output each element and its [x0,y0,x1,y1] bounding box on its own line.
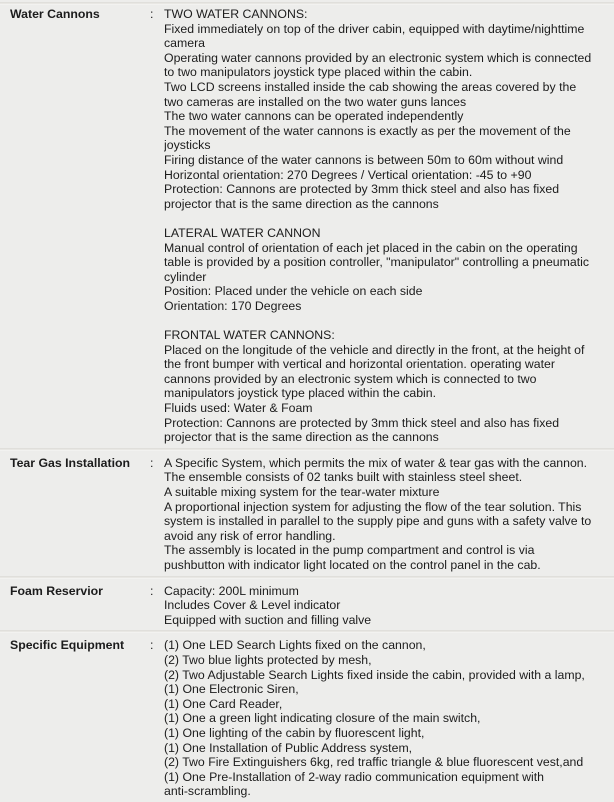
section-row-tear-gas-installation [0,451,614,576]
body-line: The ensemble consists of 02 tanks built with stainless steel sheet. [164,470,523,485]
body-line: the front bumper with vertical and horizontal orientation. operating water [164,357,555,372]
body-line: Manual control of orientation of each jet placed in the cabin on the operating [164,240,578,255]
body-line: Equipped with suction and filling valve [164,612,372,627]
blank-line [164,313,614,328]
body-line: (1) One Installation of Public Address system, [164,740,413,755]
body-line: Fixed immediately on top of the driver cabin, equipped with daytime/nighttime [164,21,585,36]
section-body [164,7,614,445]
body-line: (2) Two blue lights protected by mesh, [164,652,372,667]
body-line: (1) One Card Reader, [164,696,283,711]
body-line: Protection: Cannons are protected by 3mm thick steel and also has fixed [164,415,560,430]
body-line: projector that is the same direction as the cannons [164,196,439,211]
body-line: cylinder [164,269,207,284]
section-label: Water Cannons [10,7,100,21]
body-line: FRONTAL WATER CANNONS: [164,328,335,343]
colon-separator: : [150,455,154,470]
body-line: cannons provided by an electronic system which is connected to two [164,371,537,386]
body-line: system is installed in parallel to the supply pipe and guns with a safety valve to [164,514,592,529]
body-line: A proportional injection system for adjusting the flow of the tear solution. This [164,499,582,514]
body-line: Placed on the longitude of the vehicle and directly in the front, at the height of [164,342,585,357]
body-line: pushbutton with indicator light located on the control panel in the cab. [164,557,541,572]
body-line: avoid any risk of error handling. [164,528,336,543]
colon-separator: : [150,638,154,653]
body-line: The movement of the water cannons is exactly as per the movement of the [164,123,571,138]
sections-container [0,5,614,802]
blank-line [164,211,614,226]
body-line: table is provided by a position controller, "manipulator" controlling a pneumatic [164,255,590,270]
body-line: (1) One Electronic Siren, [164,682,299,697]
body-line: Orientation: 170 Degrees [164,298,302,313]
body-line: Capacity: 200L minimum [164,583,299,598]
section-label: Tear Gas Installation [10,455,131,470]
body-line: A Specific System, which permits the mix of water & tear gas with the cannon. [164,455,588,470]
body-line: A suitable mixing system for the tear-water mixture [164,485,440,499]
body-line: two cameras are installed on the two water guns lances [164,94,467,109]
body-line: Operating water cannons provided by an electronic system which is connected [164,50,592,65]
body-line: Two LCD screens installed inside the cab showing the areas covered by the [164,79,577,94]
body-line: Position: Placed under the vehicle on each side [164,284,423,299]
body-line: The assembly is located in the pump compartment and control is via [164,543,535,558]
section-label: Specific Equipment [10,638,125,653]
body-line: projector that is the same direction as the cannons [164,430,439,445]
section-body [164,638,614,799]
section-row-specific-equipment [0,633,614,802]
body-line: TWO WATER CANNONS: [164,7,308,21]
body-line: Firing distance of the water cannons is between 50m to 60m without wind [164,152,564,167]
body-line: manipulators joystick type placed within the cabin. [164,386,437,401]
body-line: to two manipulators joystick type placed within the cabin. [164,65,473,80]
section-row-water-cannons [0,5,614,448]
body-line: Includes Cover & Level indicator [164,598,341,613]
section-label: Foam Reservior [10,583,103,598]
body-line: Horizontal orientation: 270 Degrees / Vertical orientation: -45 to +90 [164,167,532,182]
body-line: The two water cannons can be operated independently [164,109,464,124]
body-line: joysticks [164,138,211,153]
body-line: (1) One Pre-Installation of 2-way radio communication equipment with [164,769,545,784]
body-line: (2) Two Fire Extinguishers 6kg, red traffic triangle & blue fluorescent vest,and [164,755,584,770]
body-line: (1) One LED Search Lights fixed on the cannon, [164,638,426,653]
section-body [164,456,614,573]
body-line: LATERAL WATER CANNON [164,225,321,240]
colon-separator: : [150,583,154,598]
section-body [164,584,614,628]
body-line: (1) One a green light indicating closure of the main switch, [164,711,481,726]
section-row-foam-reservior [0,579,614,631]
body-line: (2) Two Adjustable Search Lights fixed inside the cabin, provided with a lamp, [164,667,585,682]
colon-separator: : [150,7,154,21]
body-line: Protection: Cannons are protected by 3mm thick steel and also has fixed [164,182,560,197]
body-line: (1) One lighting of the cabin by fluorescent light, [164,725,425,740]
body-line: anti-scrambling. [164,784,251,799]
body-line: Fluids used: Water & Foam [164,401,313,416]
body-line: camera [164,36,206,51]
